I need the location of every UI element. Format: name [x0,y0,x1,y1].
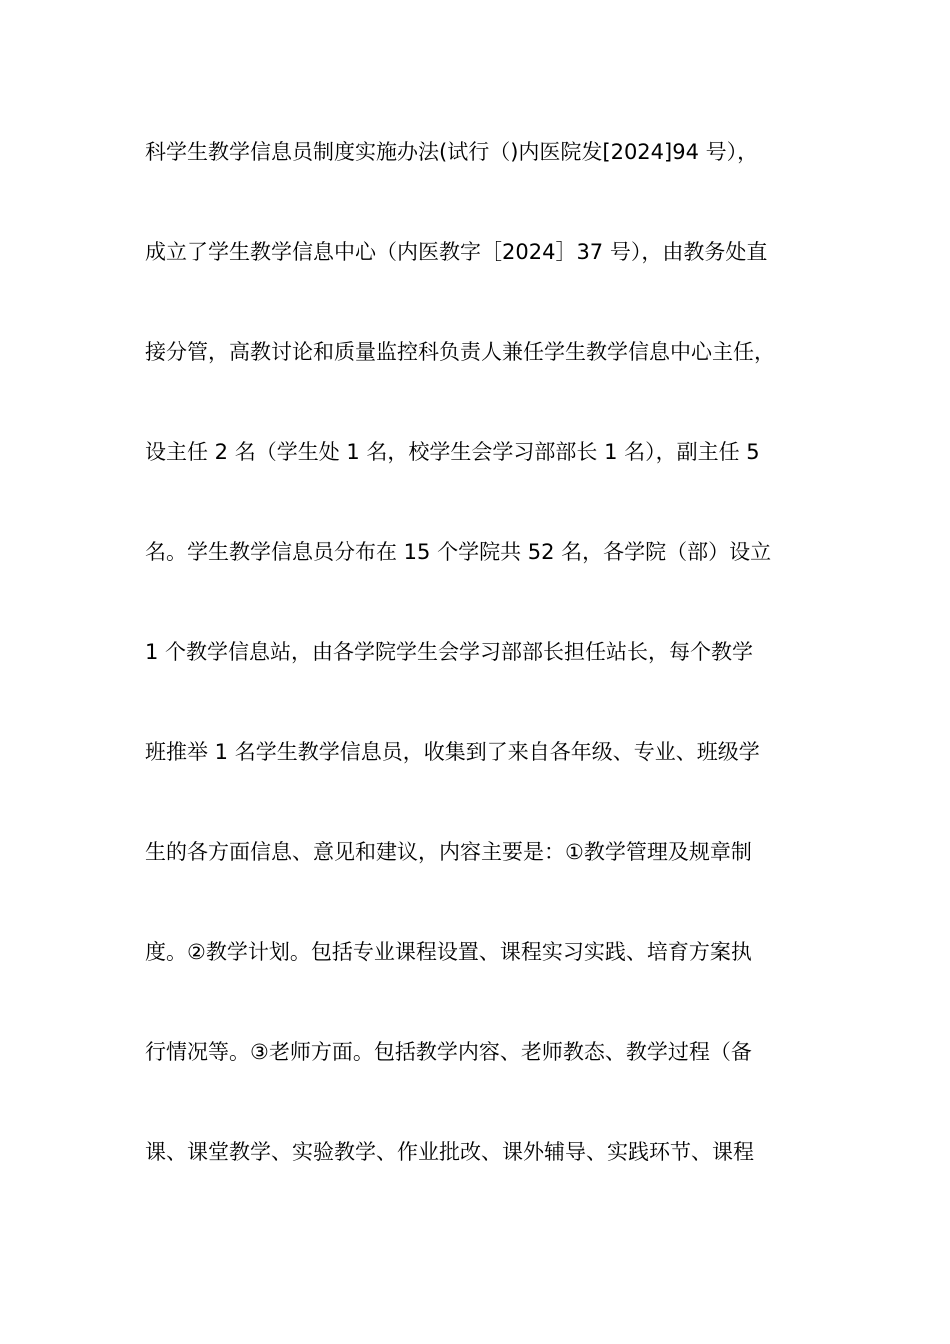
text-line: 度。②教学计划。包括专业课程设置、课程实习实践、培育方案执 [145,940,752,964]
text-line: 生的各方面信息、意见和建议，内容主要是：①教学管理及规章制 [145,840,752,864]
text-line: 课、课堂教学、实验教学、作业批改、课外辅导、实践环节、课程 [145,1140,754,1164]
text-line: 1 个教学信息站，由各学院学生会学习部部长担任站长，每个教学 [145,640,754,664]
text-line: 接分管，高教讨论和质量监控科负责人兼任学生教学信息中心主任， [145,340,775,364]
text-line: 成立了学生教学信息中心（内医教字［2024］37 号），由教务处直 [145,240,768,264]
text-line: 设主任 2 名（学生处 1 名，校学生会学习部部长 1 名），副主任 5 [145,440,760,464]
text-line: 行情况等。③老师方面。包括教学内容、老师教态、教学过程（备 [145,1040,752,1064]
text-line: 名。学生教学信息员分布在 15 个学院共 52 名，各学院（部）设立 [145,540,772,564]
body-text [145,130,825,1230]
text-line: 班推举 1 名学生教学信息员，收集到了来自各年级、专业、班级学 [145,740,760,764]
text-line: 科学生教学信息员制度实施办法(试行（)内医院发[2024]94 号）， [145,140,759,164]
